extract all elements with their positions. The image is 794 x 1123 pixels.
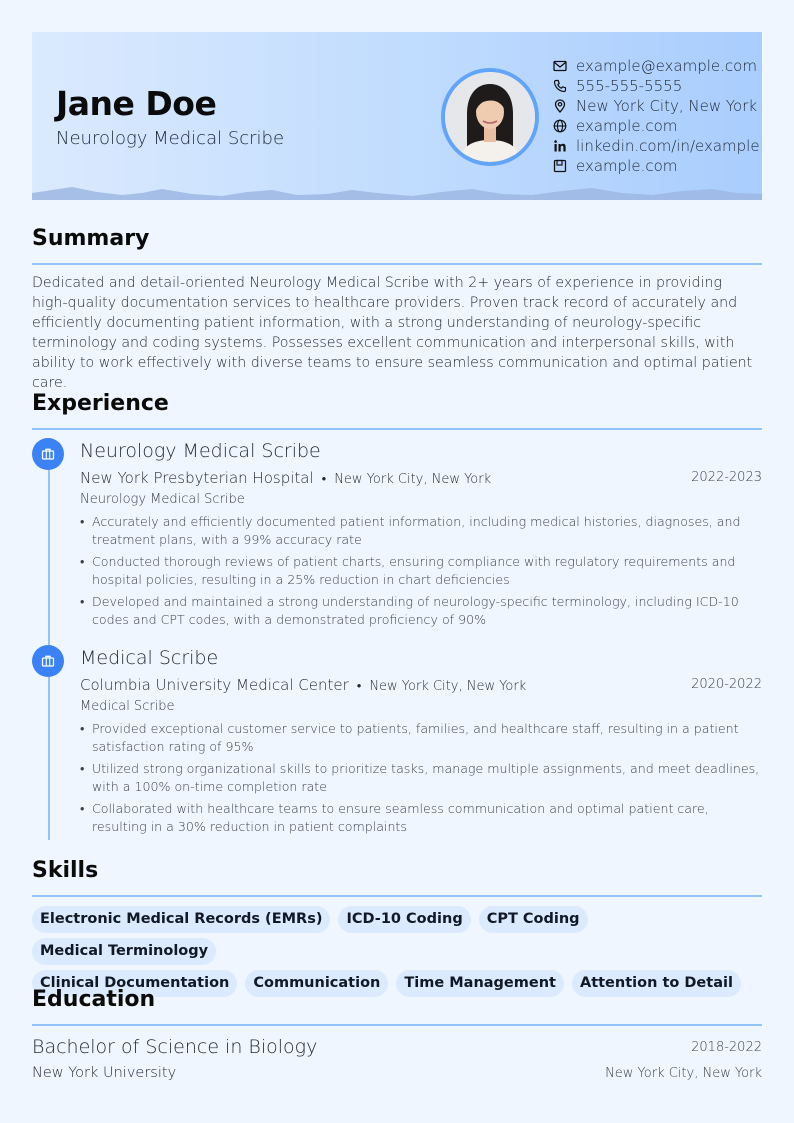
skill-chip: Medical Terminology [32, 938, 216, 965]
contact-website-text: example.com [576, 117, 678, 135]
education-location: New York City, New York [605, 1066, 762, 1081]
contact-list [553, 56, 760, 176]
experience-heading: Experience [32, 391, 169, 416]
experience-divider [32, 428, 762, 430]
job-dates: 2020-2022 [691, 677, 762, 692]
separator-dot: • [356, 679, 362, 694]
job-employer-line [80, 676, 526, 694]
experience-timeline [48, 446, 50, 840]
contact-portfolio-text: example.com [576, 157, 678, 175]
job-bullet: • Developed and maintained a strong understanding of neurology-specific terminology, including ICD-10 codes and CPT codes, with a demonstrated proficiency of 90% [80, 593, 760, 629]
briefcase-icon [41, 447, 55, 461]
contact-email[interactable] [553, 56, 760, 76]
job-title: Medical Scribe [80, 647, 219, 669]
summary-divider [32, 263, 762, 265]
job-bullets [80, 513, 760, 633]
job-bullet: • Utilized strong organizational skills to prioritize tasks, manage multiple assignments, and meet deadlines, with a 100% on-time completion rate [80, 760, 760, 796]
job-dates: 2022-2023 [691, 470, 762, 485]
header-wave-decoration [32, 184, 762, 200]
skill-chip: Electronic Medical Records (EMRs) [32, 906, 330, 933]
resume-header [32, 32, 762, 200]
skill-chip: CPT Coding [479, 906, 588, 933]
mail-icon [553, 59, 567, 73]
contact-linkedin[interactable] [553, 136, 760, 156]
contact-location-text: New York City, New York [576, 97, 758, 115]
contact-email-text: example@example.com [576, 57, 757, 75]
education-school: New York University [32, 1065, 177, 1081]
job-badge [32, 645, 64, 677]
contact-linkedin-text: linkedin.com/in/example [576, 137, 760, 155]
contact-location [553, 96, 760, 116]
candidate-name: Jane Doe [56, 84, 217, 123]
job-subrole: Medical Scribe [80, 699, 175, 714]
education-divider [32, 1024, 762, 1026]
candidate-role: Neurology Medical Scribe [56, 128, 285, 149]
contact-website[interactable] [553, 116, 760, 136]
skills-divider [32, 895, 762, 897]
contact-phone-text: 555-555-5555 [576, 77, 683, 95]
skills-heading: Skills [32, 858, 99, 883]
skill-chip: Communication [245, 970, 388, 997]
map-pin-icon [553, 99, 567, 113]
job-location: New York City, New York [334, 472, 492, 487]
skill-chip: Time Management [396, 970, 564, 997]
education-degree: Bachelor of Science in Biology [32, 1036, 318, 1058]
skill-chip: Attention to Detail [572, 970, 741, 997]
briefcase-icon [41, 654, 55, 668]
job-title: Neurology Medical Scribe [80, 440, 321, 462]
contact-phone[interactable] [553, 76, 760, 96]
education-dates: 2018-2022 [691, 1040, 762, 1055]
linkedin-icon [553, 139, 567, 153]
globe-icon [553, 119, 567, 133]
profile-photo [441, 68, 539, 166]
job-bullet: • Accurately and efficiently documented patient information, including medical histories, diagnoses, and treatment plans, with a 99% accuracy rate [80, 513, 760, 549]
contact-portfolio[interactable] [553, 156, 760, 176]
job-employer-line [80, 469, 491, 487]
skill-chip: Clinical Documentation [32, 970, 237, 997]
job-employer: Columbia University Medical Center [80, 676, 349, 694]
job-subrole: Neurology Medical Scribe [80, 492, 245, 507]
skill-chip: ICD-10 Coding [338, 906, 470, 933]
job-bullet: • Collaborated with healthcare teams to ensure seamless communication and optimal patient care, resulting in a 30% reduction in patient complaints [80, 800, 760, 836]
job-bullet: • Conducted thorough reviews of patient charts, ensuring compliance with regulatory requirements and hospital policies, resulting in a 25% reduction in chart deficiencies [80, 553, 760, 589]
job-location: New York City, New York [369, 679, 527, 694]
job-badge [32, 438, 64, 470]
job-bullets [80, 720, 760, 840]
summary-heading: Summary [32, 226, 150, 251]
phone-icon [553, 79, 567, 93]
separator-dot: • [321, 472, 327, 487]
profile-photo-image [445, 72, 535, 162]
summary-text: Dedicated and detail-oriented Neurology Medical Scribe with 2+ years of experience in providing high-quality documentation services to healthcare providers. Proven track record of accurately and efficiently documenting patient information, with a strong understanding of neurology-specific terminology and coding systems. Possesses excellent communication and interpersonal skills, with ability to work effectively with diverse teams to ensure seamless communication and optimal patient care. [32, 275, 753, 391]
education-heading: Education [32, 987, 156, 1012]
job-bullet: • Provided exceptional customer service to patients, families, and healthcare staff, resulting in a patient satisfaction rating of 95% [80, 720, 760, 756]
portfolio-icon [553, 159, 567, 173]
job-employer: New York Presbyterian Hospital [80, 469, 314, 487]
